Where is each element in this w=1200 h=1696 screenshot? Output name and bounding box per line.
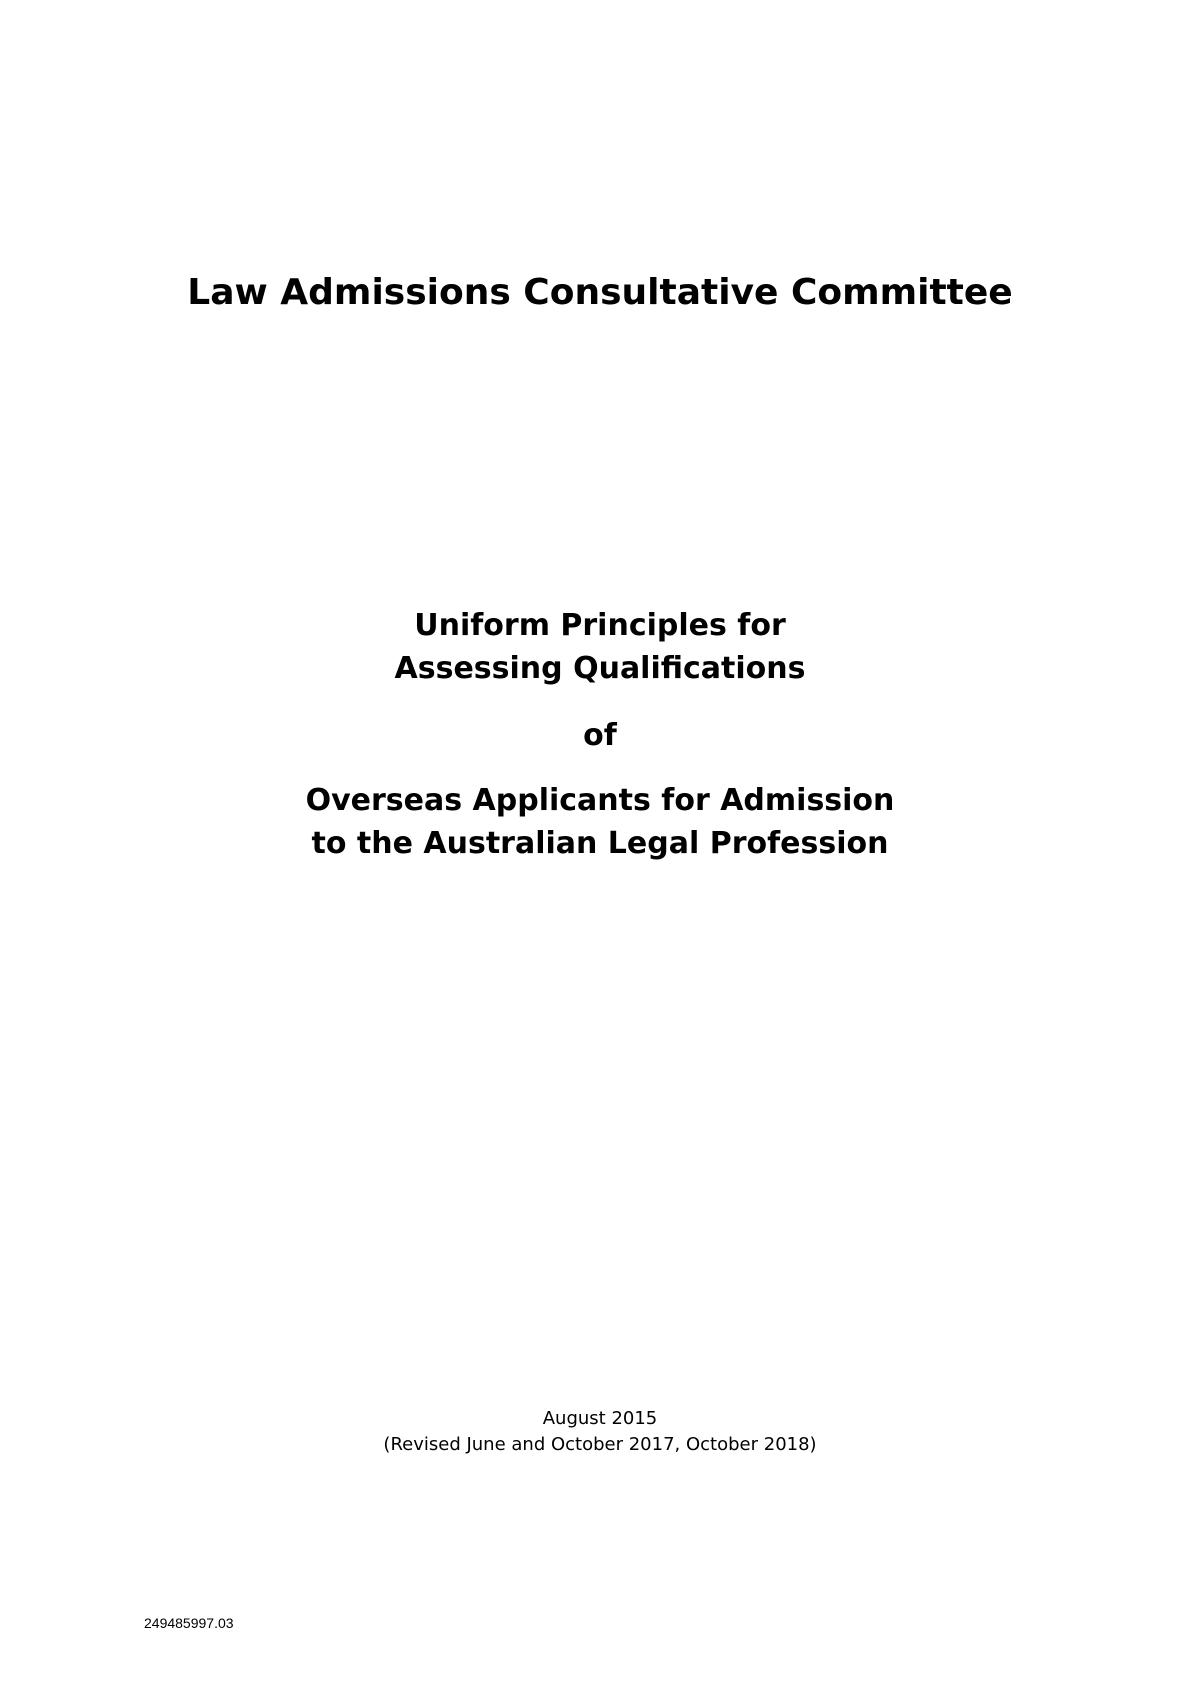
title-of: of — [583, 718, 617, 753]
revision-note: (Revised June and October 2017, October 2018) — [383, 1434, 817, 1455]
title-line-1: Uniform Principles for — [414, 608, 786, 643]
title-line-2: Assessing Qualifications — [394, 651, 806, 686]
subtitle-line-1: Overseas Applicants for Admission — [305, 783, 895, 818]
date-block — [0, 1406, 1200, 1458]
subtitle-line-2: to the Australian Legal Profession — [311, 826, 889, 861]
committee-name: Law Admissions Consultative Committee — [187, 272, 1013, 313]
document-title — [0, 604, 1200, 865]
publication-date: August 2015 — [542, 1408, 658, 1429]
document-reference-number: 249485997.03 — [144, 1615, 234, 1631]
